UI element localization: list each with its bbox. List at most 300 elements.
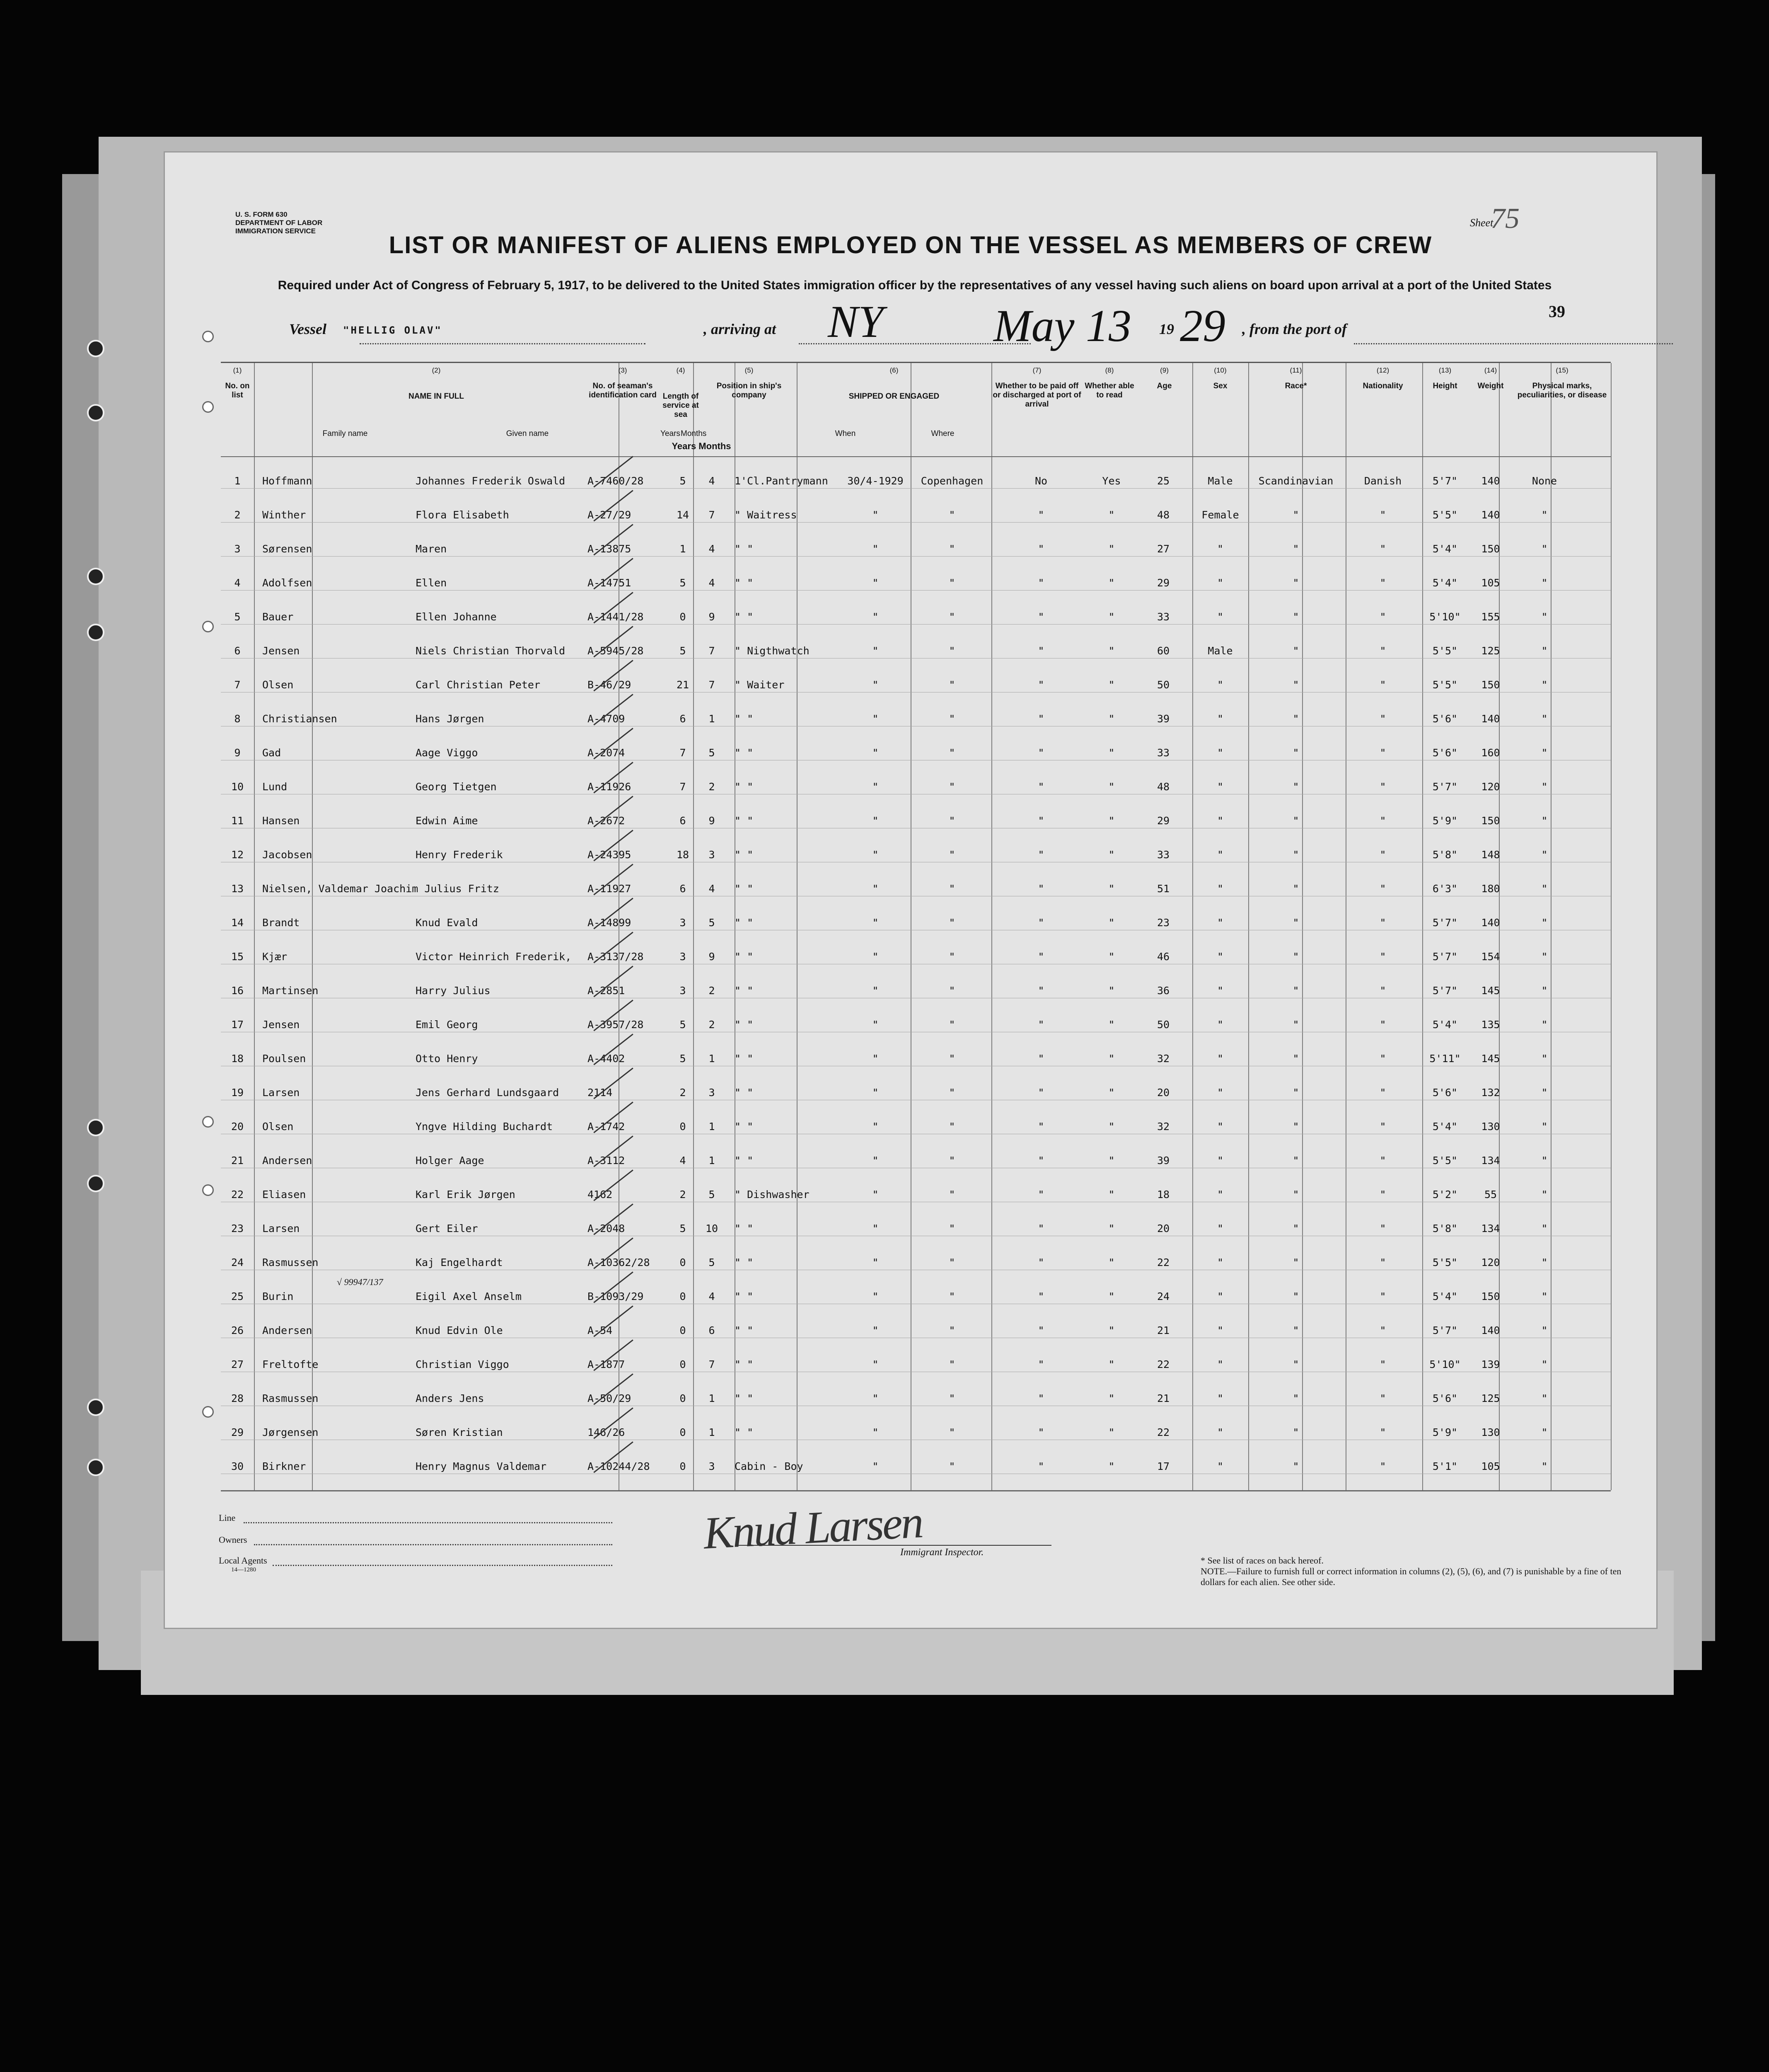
binder-hole-icon — [87, 1399, 104, 1416]
cell-paid: " — [1038, 1460, 1044, 1472]
cell-when: " — [872, 985, 879, 997]
cell-weight: 140 — [1481, 917, 1500, 929]
cell-given: Harry Julius — [416, 985, 491, 997]
column-header: Whether to be paid off or discharged at port of arrival — [993, 382, 1081, 409]
arriving-port: NY — [828, 296, 884, 347]
cell-where: " — [949, 1188, 955, 1201]
punch-hole-icon — [202, 621, 214, 632]
cell-months: 1 — [708, 713, 715, 725]
column-header: Age — [1157, 382, 1172, 390]
cell-read: " — [1108, 849, 1115, 861]
cell-years: 3 — [679, 985, 686, 997]
cell-months: 5 — [708, 1188, 715, 1201]
cell-marks: " — [1541, 679, 1548, 691]
cell-where: " — [949, 1256, 955, 1268]
cell-paid: " — [1038, 747, 1044, 759]
cell-weight: 140 — [1481, 713, 1500, 725]
cell-age: 17 — [1157, 1460, 1170, 1472]
cell-age: 60 — [1157, 645, 1170, 657]
cell-weight: 154 — [1481, 951, 1500, 963]
cell-when: " — [872, 1324, 879, 1336]
cell-race: " — [1293, 577, 1299, 589]
cell-sex: " — [1217, 1222, 1224, 1234]
header-rule — [221, 456, 1611, 457]
cell-family: Larsen — [262, 1087, 300, 1099]
cell-when: " — [872, 1392, 879, 1404]
cell-height: 5'7" — [1432, 475, 1458, 487]
table-row — [221, 530, 1611, 564]
cell-race: " — [1293, 1121, 1299, 1133]
cell-years: 0 — [679, 1121, 686, 1133]
cell-years: 0 — [679, 611, 686, 623]
line-dotline — [244, 1522, 612, 1523]
cell-card: A-2074 — [587, 747, 625, 759]
cell-nat: " — [1380, 1121, 1386, 1133]
cell-family: Birkner — [262, 1460, 306, 1472]
cell-age: 18 — [1157, 1188, 1170, 1201]
cell-months: 3 — [708, 849, 715, 861]
table-row — [221, 462, 1611, 496]
cell-age: 33 — [1157, 747, 1170, 759]
footnote-races: * See list of races on back hereof. — [1201, 1555, 1324, 1566]
cell-sex: Male — [1208, 475, 1233, 487]
cell-weight: 125 — [1481, 645, 1500, 657]
cell-card: A-5945/28 — [587, 645, 644, 657]
cell-sex: " — [1217, 1188, 1224, 1201]
cell-age: 32 — [1157, 1053, 1170, 1065]
cell-paid: " — [1038, 1019, 1044, 1031]
cell-paid: " — [1038, 985, 1044, 997]
cell-height: 5'5" — [1432, 1256, 1458, 1268]
cell-given: Victor Heinrich Frederik, — [416, 951, 572, 963]
inspector-label: Immigrant Inspector. — [900, 1547, 984, 1558]
cell-when: " — [872, 509, 879, 521]
cell-marks: None — [1532, 475, 1557, 487]
cell-paid: " — [1038, 713, 1044, 725]
column-header: Position in ship's company — [716, 382, 782, 399]
table-row — [221, 904, 1611, 938]
cell-no: 4 — [234, 577, 241, 589]
cell-months: 6 — [708, 1324, 715, 1336]
cell-when: " — [872, 951, 879, 963]
cell-card: 4162 — [587, 1188, 613, 1201]
cell-family: Brandt — [262, 917, 300, 929]
cell-race: " — [1293, 543, 1299, 555]
cell-read: " — [1108, 883, 1115, 895]
cell-height: 5'4" — [1432, 1121, 1458, 1133]
cell-nat: " — [1380, 1188, 1386, 1201]
cell-height: 5'4" — [1432, 577, 1458, 589]
cell-months: 7 — [708, 1358, 715, 1370]
cell-position: " Nigthwatch — [735, 645, 810, 657]
table-row — [221, 700, 1611, 734]
cell-family: Burin — [262, 1290, 294, 1302]
cell-card: A-14751 — [587, 577, 631, 589]
cell-given: Maren — [416, 543, 447, 555]
punch-hole-icon — [202, 331, 214, 342]
cell-sex: " — [1217, 917, 1224, 929]
cell-race: Scandinavian — [1258, 475, 1334, 487]
cell-race: " — [1293, 951, 1299, 963]
cell-paid: " — [1038, 815, 1044, 827]
vessel-dotline — [360, 343, 645, 344]
cell-no: 10 — [231, 781, 244, 793]
cell-age: 23 — [1157, 917, 1170, 929]
cell-read: " — [1108, 781, 1115, 793]
cell-months: 4 — [708, 577, 715, 589]
cell-paid: " — [1038, 917, 1044, 929]
cell-family: Rasmussen — [262, 1256, 319, 1268]
year-suffix: 29 — [1180, 300, 1225, 351]
cell-given: Georg Tietgen — [416, 781, 497, 793]
cell-height: 5'5" — [1432, 645, 1458, 657]
cell-nat: " — [1380, 509, 1386, 521]
cell-age: 33 — [1157, 849, 1170, 861]
crew-table — [221, 362, 1611, 1491]
cell-months: 7 — [708, 645, 715, 657]
cell-card: A-11926 — [587, 781, 631, 793]
cell-race: " — [1293, 679, 1299, 691]
cell-family: Christiansen — [262, 713, 337, 725]
cell-given: Emil Georg — [416, 1019, 478, 1031]
cell-marks: " — [1541, 917, 1548, 929]
table-row — [221, 802, 1611, 836]
cell-race: " — [1293, 985, 1299, 997]
cell-weight: 150 — [1481, 815, 1500, 827]
cell-age: 32 — [1157, 1121, 1170, 1133]
cell-where: " — [949, 679, 955, 691]
cell-months: 9 — [708, 815, 715, 827]
cell-paid: " — [1038, 611, 1044, 623]
cell-read: " — [1108, 1460, 1115, 1472]
cell-no: 25 — [231, 1290, 244, 1302]
table-row — [221, 1142, 1611, 1176]
cell-position: " Dishwasher — [735, 1188, 810, 1201]
page-subtitle: Required under Act of Congress of February 5, 1917, to be delivered to the United States immigration officer by the representatives of any vessel having such aliens on board upon arrival at a port of the United States — [278, 278, 1552, 292]
cell-sex: " — [1217, 577, 1224, 589]
cell-when: " — [872, 1087, 879, 1099]
cell-paid: " — [1038, 509, 1044, 521]
cell-given: Karl Erik Jørgen — [416, 1188, 515, 1201]
cell-months: 4 — [708, 1290, 715, 1302]
cell-card: A-10362/28 — [587, 1256, 650, 1268]
cell-months: 10 — [705, 1222, 718, 1234]
cell-given: Edwin Aime — [416, 815, 478, 827]
cell-given: Hans Jørgen — [416, 713, 484, 725]
cell-where: " — [949, 1290, 955, 1302]
cell-weight: 120 — [1481, 1256, 1500, 1268]
cell-family: Bauer — [262, 611, 294, 623]
cell-sex: " — [1217, 1460, 1224, 1472]
cell-years: 5 — [679, 1053, 686, 1065]
cell-no: 7 — [234, 679, 241, 691]
table-row — [221, 1278, 1611, 1312]
cell-family: Eliasen — [262, 1188, 306, 1201]
cell-age: 39 — [1157, 1155, 1170, 1167]
cell-months: 1 — [708, 1392, 715, 1404]
cell-marks: " — [1541, 1053, 1548, 1065]
binder-hole-icon — [87, 1459, 104, 1476]
cell-position: " " — [735, 713, 754, 725]
cell-sex: " — [1217, 1358, 1224, 1370]
cell-read: " — [1108, 543, 1115, 555]
column-number: (15) — [1556, 366, 1568, 374]
column-number: (9) — [1160, 366, 1169, 374]
cell-sex: Female — [1201, 509, 1239, 521]
cell-marks: " — [1541, 1222, 1548, 1234]
cell-family: Nielsen, Valdemar Joachim Julius Fritz — [262, 883, 499, 895]
cell-weight: 150 — [1481, 543, 1500, 555]
cell-months: 9 — [708, 951, 715, 963]
cell-marks: " — [1541, 1426, 1548, 1438]
cell-nat: Danish — [1364, 475, 1402, 487]
table-row — [221, 1448, 1611, 1482]
cell-no: 14 — [231, 917, 244, 929]
cell-months: 1 — [708, 1155, 715, 1167]
cell-read: " — [1108, 747, 1115, 759]
column-number: (2) — [432, 366, 441, 374]
cell-family: Gad — [262, 747, 281, 759]
cell-card: A-3112 — [587, 1155, 625, 1167]
cell-position: " " — [735, 611, 754, 623]
column-number: (11) — [1290, 366, 1302, 374]
cell-position: " " — [735, 917, 754, 929]
cell-when: 30/4-1929 — [847, 475, 904, 487]
cell-given: Yngve Hilding Buchardt — [416, 1121, 553, 1133]
cell-height: 5'11" — [1429, 1053, 1461, 1065]
cell-position: " " — [735, 951, 754, 963]
cell-paid: " — [1038, 849, 1044, 861]
cell-no: 21 — [231, 1155, 244, 1167]
form-header-line: DEPARTMENT OF LABOR — [235, 219, 323, 227]
cell-family: Jensen — [262, 645, 300, 657]
cell-family: Kjær — [262, 951, 288, 963]
cell-race: " — [1293, 611, 1299, 623]
cell-race: " — [1293, 917, 1299, 929]
cell-height: 5'9" — [1432, 815, 1458, 827]
cell-card: A-54 — [587, 1324, 613, 1336]
cell-marks: " — [1541, 1019, 1548, 1031]
cell-race: " — [1293, 509, 1299, 521]
cell-no: 1 — [234, 475, 241, 487]
cell-sex: " — [1217, 1426, 1224, 1438]
cell-read: " — [1108, 679, 1115, 691]
cell-marks: " — [1541, 645, 1548, 657]
cell-marks: " — [1541, 1121, 1548, 1133]
cell-weight: 140 — [1481, 509, 1500, 521]
cell-nat: " — [1380, 883, 1386, 895]
cell-given: Knud Edvin Ole — [416, 1324, 503, 1336]
cell-where: " — [949, 611, 955, 623]
arrival-date: May 13 — [993, 300, 1131, 351]
cell-when: " — [872, 815, 879, 827]
cell-race: " — [1293, 781, 1299, 793]
cell-nat: " — [1380, 645, 1386, 657]
cell-position: " " — [735, 781, 754, 793]
cell-where: " — [949, 849, 955, 861]
cell-read: " — [1108, 1087, 1115, 1099]
cell-years: 2 — [679, 1188, 686, 1201]
from-port-label: , from the port of — [1242, 321, 1347, 337]
cell-family: Hansen — [262, 815, 300, 827]
cell-family: Jacobsen — [262, 849, 312, 861]
cell-where: " — [949, 1392, 955, 1404]
cell-marks: " — [1541, 577, 1548, 589]
column-header: Length of service at sea — [662, 392, 699, 419]
cell-paid: " — [1038, 543, 1044, 555]
column-header: Sex — [1213, 382, 1228, 390]
column-number: (12) — [1376, 366, 1390, 374]
cell-race: " — [1293, 1460, 1299, 1472]
column-header: Whether able to read — [1085, 382, 1134, 399]
table-row — [221, 1414, 1611, 1448]
cell-when: " — [872, 849, 879, 861]
cell-where: " — [949, 747, 955, 759]
cell-height: 5'4" — [1432, 1290, 1458, 1302]
cell-years: 6 — [679, 883, 686, 895]
cell-years: 5 — [679, 1222, 686, 1234]
cell-race: " — [1293, 713, 1299, 725]
cell-card: A-2048 — [587, 1222, 625, 1234]
cell-no: 19 — [231, 1087, 244, 1099]
cell-race: " — [1293, 747, 1299, 759]
cell-age: 25 — [1157, 475, 1170, 487]
cell-given: Ellen — [416, 577, 447, 589]
cell-given: Christian Viggo — [416, 1358, 509, 1370]
cell-paid: " — [1038, 1188, 1044, 1201]
cell-years: 0 — [679, 1256, 686, 1268]
cell-months: 4 — [708, 883, 715, 895]
cell-months: 4 — [708, 475, 715, 487]
cell-height: 5'2" — [1432, 1188, 1458, 1201]
cell-age: 33 — [1157, 611, 1170, 623]
table-row — [221, 836, 1611, 870]
cell-where: " — [949, 883, 955, 895]
cell-race: " — [1293, 883, 1299, 895]
cell-nat: " — [1380, 679, 1386, 691]
table-row — [221, 496, 1611, 530]
cell-position: " " — [735, 1358, 754, 1370]
cell-age: 21 — [1157, 1392, 1170, 1404]
cell-position: " " — [735, 985, 754, 997]
table-row — [221, 1176, 1611, 1210]
cell-when: " — [872, 645, 879, 657]
cell-marks: " — [1541, 883, 1548, 895]
cell-given: Gert Eiler — [416, 1222, 478, 1234]
cell-age: 22 — [1157, 1256, 1170, 1268]
cell-nat: " — [1380, 1053, 1386, 1065]
cell-read: " — [1108, 1155, 1115, 1167]
cell-when: " — [872, 1019, 879, 1031]
cell-nat: " — [1380, 1155, 1386, 1167]
cell-paid: " — [1038, 1087, 1044, 1099]
cell-position: " " — [735, 543, 754, 555]
cell-years: 5 — [679, 645, 686, 657]
cell-age: 48 — [1157, 781, 1170, 793]
cell-months: 1 — [708, 1053, 715, 1065]
cell-nat: " — [1380, 543, 1386, 555]
table-row — [221, 1040, 1611, 1074]
cell-marks: " — [1541, 815, 1548, 827]
cell-weight: 140 — [1481, 1324, 1500, 1336]
cell-position: " " — [735, 815, 754, 827]
punch-hole-icon — [202, 401, 214, 413]
cell-no: 12 — [231, 849, 244, 861]
table-row — [221, 666, 1611, 700]
cell-marks: " — [1541, 1290, 1548, 1302]
cell-nat: " — [1380, 1426, 1386, 1438]
table-row — [221, 768, 1611, 802]
cell-nat: " — [1380, 1392, 1386, 1404]
column-number: (8) — [1105, 366, 1114, 374]
cell-when: " — [872, 1426, 879, 1438]
cell-months: 7 — [708, 679, 715, 691]
cell-paid: " — [1038, 1053, 1044, 1065]
binder-hole-icon — [87, 1175, 104, 1192]
cell-card: A-24395 — [587, 849, 631, 861]
cell-when: " — [872, 1222, 879, 1234]
cell-card: A-1742 — [587, 1121, 625, 1133]
cell-race: " — [1293, 1290, 1299, 1302]
cell-years: 5 — [679, 1019, 686, 1031]
cell-sex: " — [1217, 849, 1224, 861]
cell-months: 1 — [708, 1121, 715, 1133]
cell-age: 46 — [1157, 951, 1170, 963]
cell-marks: " — [1541, 849, 1548, 861]
cell-sex: " — [1217, 951, 1224, 963]
cell-where: " — [949, 1426, 955, 1438]
cell-sex: " — [1217, 985, 1224, 997]
cell-height: 5'6" — [1432, 1087, 1458, 1099]
cell-given: Aage Viggo — [416, 747, 478, 759]
cell-where: " — [949, 917, 955, 929]
cell-where: " — [949, 713, 955, 725]
cell-years: 0 — [679, 1460, 686, 1472]
cell-sex: " — [1217, 1019, 1224, 1031]
cell-months: 3 — [708, 1460, 715, 1472]
cell-no: 27 — [231, 1358, 244, 1370]
cell-read: " — [1108, 917, 1115, 929]
cell-card: B-1093/29 — [587, 1290, 644, 1302]
cell-read: " — [1108, 1392, 1115, 1404]
cell-given: Anders Jens — [416, 1392, 484, 1404]
cell-years: 14 — [676, 509, 689, 521]
vessel-label: Vessel — [289, 321, 326, 337]
cell-given: Knud Evald — [416, 917, 478, 929]
cell-months: 1 — [708, 1426, 715, 1438]
cell-given: Eigil Axel Anselm — [416, 1290, 522, 1302]
cell-where: " — [949, 1460, 955, 1472]
cell-position: " " — [735, 1121, 754, 1133]
agents-dotline — [273, 1565, 612, 1566]
cell-when: " — [872, 1053, 879, 1065]
cell-sex: " — [1217, 1155, 1224, 1167]
cell-given: Flora Elisabeth — [416, 509, 509, 521]
cell-race: " — [1293, 1188, 1299, 1201]
cell-card: A-14899 — [587, 917, 631, 929]
cell-family: Freltofte — [262, 1358, 319, 1370]
cell-age: 29 — [1157, 815, 1170, 827]
binder-hole-icon — [87, 1119, 104, 1136]
cell-read: " — [1108, 1358, 1115, 1370]
cell-position: Cabin - Boy — [735, 1460, 803, 1472]
table-row — [221, 972, 1611, 1006]
cell-height: 5'8" — [1432, 849, 1458, 861]
year-prefix: 19 — [1159, 321, 1174, 337]
cell-sex: " — [1217, 713, 1224, 725]
table-row — [221, 1108, 1611, 1142]
cell-years: 0 — [679, 1392, 686, 1404]
